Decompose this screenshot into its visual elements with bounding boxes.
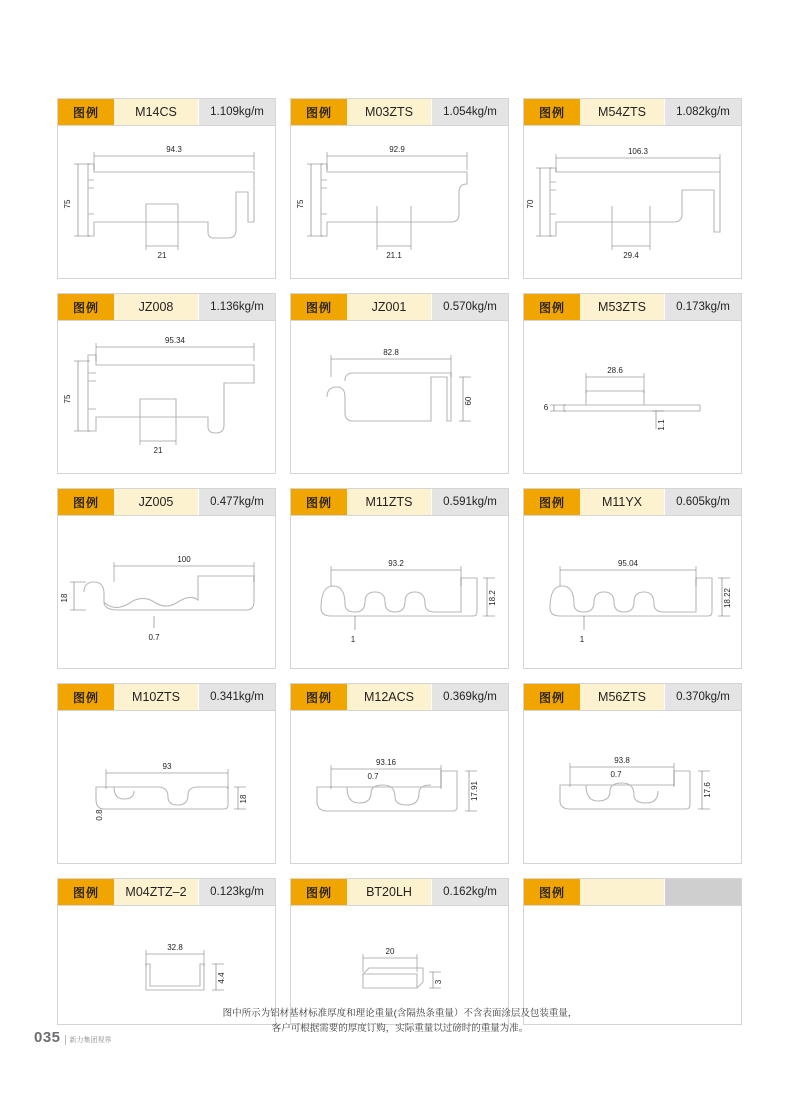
- profile-figure: [524, 711, 741, 863]
- card-header: [524, 99, 741, 126]
- card-header: [58, 99, 275, 126]
- dim-top: 94.3: [166, 145, 182, 154]
- profile-code: M53ZTS: [580, 294, 664, 320]
- footnote: [0, 1006, 800, 1036]
- card-header: [58, 684, 275, 711]
- profile-row: [57, 683, 743, 864]
- profile-card[interactable]: [57, 488, 276, 669]
- dim-inner: 0.7: [610, 770, 622, 779]
- legend-label: 图例: [291, 294, 347, 320]
- dim-inner: 0.7: [367, 772, 379, 781]
- profile-weight: 1.136kg/m: [198, 294, 275, 320]
- legend-label: 图例: [58, 294, 114, 320]
- profile-card[interactable]: [57, 683, 276, 864]
- legend-label: 图例: [58, 489, 114, 515]
- card-header: [291, 684, 508, 711]
- dim-left: 75: [296, 199, 305, 209]
- card-header: [291, 879, 508, 906]
- dim-left: 6: [543, 403, 549, 412]
- card-header: [524, 294, 741, 321]
- dim-inner: 1: [350, 635, 356, 644]
- legend-label: 图例: [524, 294, 580, 320]
- profile-weight: 0.477kg/m: [198, 489, 275, 515]
- footnote-line-1: 图中所示为铝材基材标准厚度和理论重量(含隔热条重量）不含表面涂层及包装重量，: [222, 1008, 578, 1019]
- page-number-block: [34, 1029, 112, 1046]
- profile-figure: [524, 321, 741, 473]
- profile-weight: 0.162kg/m: [431, 879, 508, 905]
- dim-right: 18.22: [723, 587, 732, 609]
- profile-code: M04ZTZ–2: [114, 879, 198, 905]
- profile-grid: [57, 98, 743, 1039]
- profile-code: JZ008: [114, 294, 198, 320]
- profile-weight: [664, 879, 741, 905]
- dim-top: 95.04: [617, 559, 639, 568]
- dim-right: 3: [434, 979, 443, 985]
- profile-code: M10ZTS: [114, 684, 198, 710]
- dim-right: 17.6: [703, 782, 712, 798]
- dim-top: 93: [162, 762, 172, 771]
- profile-card[interactable]: [57, 98, 276, 279]
- profile-figure: [524, 126, 741, 278]
- dim-top: 20: [385, 947, 395, 956]
- profile-figure: [291, 516, 508, 668]
- dim-top: 28.6: [607, 366, 623, 375]
- dim-inner: 0.8: [95, 809, 104, 821]
- profile-card[interactable]: [57, 293, 276, 474]
- dim-left: 75: [63, 394, 72, 404]
- dim-top: 82.8: [383, 348, 399, 357]
- dim-left: 18: [60, 593, 69, 603]
- profile-weight: 0.591kg/m: [431, 489, 508, 515]
- profile-code: M11ZTS: [347, 489, 431, 515]
- profile-figure: [58, 711, 275, 863]
- legend-label: 图例: [524, 684, 580, 710]
- dim-left: 70: [526, 199, 535, 209]
- profile-card[interactable]: [523, 683, 742, 864]
- legend-label: 图例: [524, 879, 580, 905]
- legend-label: 图例: [58, 879, 114, 905]
- dim-inner: 21: [157, 251, 167, 260]
- dim-inner: 1: [579, 635, 585, 644]
- profile-figure: [291, 711, 508, 863]
- dim-top: 93.2: [388, 559, 404, 568]
- dim-top: 93.8: [614, 756, 630, 765]
- profile-figure: [291, 126, 508, 278]
- profile-code: JZ001: [347, 294, 431, 320]
- profile-card[interactable]: [523, 98, 742, 279]
- profile-row: [57, 878, 743, 1025]
- profile-code: [580, 879, 664, 905]
- card-header: [58, 879, 275, 906]
- footnote-line-2: 客户可根据需要的厚度订购，实际重量以过磅时的重量为准。: [271, 1023, 529, 1034]
- profile-weight: 1.082kg/m: [664, 99, 741, 125]
- profile-card[interactable]: [523, 488, 742, 669]
- profile-weight: 0.605kg/m: [664, 489, 741, 515]
- brand-mark: 新力集团视界: [65, 1035, 112, 1045]
- dim-top: 92.9: [389, 145, 405, 154]
- dim-top: 93.16: [375, 758, 397, 767]
- profile-weight: 1.109kg/m: [198, 99, 275, 125]
- card-header: [291, 99, 508, 126]
- card-header: [291, 294, 508, 321]
- profile-code: M56ZTS: [580, 684, 664, 710]
- legend-label: 图例: [291, 879, 347, 905]
- profile-card-empty[interactable]: [523, 878, 742, 1025]
- card-header: [58, 294, 275, 321]
- profile-code: BT20LH: [347, 879, 431, 905]
- dim-inner: 21: [153, 446, 163, 455]
- card-header: [58, 489, 275, 516]
- card-header: [524, 489, 741, 516]
- dim-right: 18: [239, 794, 248, 804]
- profile-weight: 0.341kg/m: [198, 684, 275, 710]
- profile-card[interactable]: [57, 878, 276, 1025]
- profile-row: [57, 488, 743, 669]
- profile-figure: [58, 126, 275, 278]
- profile-card[interactable]: [290, 488, 509, 669]
- profile-figure: [291, 321, 508, 473]
- legend-label: 图例: [58, 99, 114, 125]
- dim-right: 17.91: [470, 780, 479, 802]
- page-number: 035: [34, 1029, 61, 1046]
- card-header: [524, 684, 741, 711]
- dim-inner: 29.4: [623, 251, 639, 260]
- dim-top: 100: [177, 555, 191, 564]
- card-header: [524, 879, 741, 906]
- legend-label: 图例: [524, 99, 580, 125]
- profile-weight: 0.370kg/m: [664, 684, 741, 710]
- legend-label: 图例: [291, 99, 347, 125]
- profile-card[interactable]: [290, 683, 509, 864]
- profile-weight: 0.173kg/m: [664, 294, 741, 320]
- profile-code: M11YX: [580, 489, 664, 515]
- legend-label: 图例: [524, 489, 580, 515]
- dim-top: 32.8: [167, 943, 183, 952]
- profile-weight: 0.123kg/m: [198, 879, 275, 905]
- profile-code: JZ005: [114, 489, 198, 515]
- profile-row: [57, 98, 743, 279]
- profile-figure: [58, 516, 275, 668]
- profile-figure: [58, 321, 275, 473]
- profile-card[interactable]: [290, 98, 509, 279]
- legend-label: 图例: [291, 684, 347, 710]
- profile-code: M03ZTS: [347, 99, 431, 125]
- legend-label: 图例: [58, 684, 114, 710]
- profile-card[interactable]: [523, 293, 742, 474]
- profile-figure: [524, 516, 741, 668]
- dim-right: 60: [464, 396, 473, 406]
- dim-inner: 0.7: [148, 633, 160, 642]
- profile-weight: 0.369kg/m: [431, 684, 508, 710]
- dim-right: 4.4: [217, 972, 226, 984]
- dim-right: 18.2: [488, 590, 497, 606]
- profile-weight: 0.570kg/m: [431, 294, 508, 320]
- profile-row: [57, 293, 743, 474]
- profile-code: M14CS: [114, 99, 198, 125]
- profile-weight: 1.054kg/m: [431, 99, 508, 125]
- dim-top: 95.34: [164, 336, 186, 345]
- dim-left: 75: [63, 199, 72, 209]
- dim-top: 106.3: [627, 147, 649, 156]
- profile-code: M54ZTS: [580, 99, 664, 125]
- profile-card[interactable]: [290, 293, 509, 474]
- card-header: [291, 489, 508, 516]
- profile-card[interactable]: [290, 878, 509, 1025]
- profile-code: M12ACS: [347, 684, 431, 710]
- dim-inner: 21.1: [386, 251, 402, 260]
- legend-label: 图例: [291, 489, 347, 515]
- dim-inner: 1.1: [657, 419, 666, 431]
